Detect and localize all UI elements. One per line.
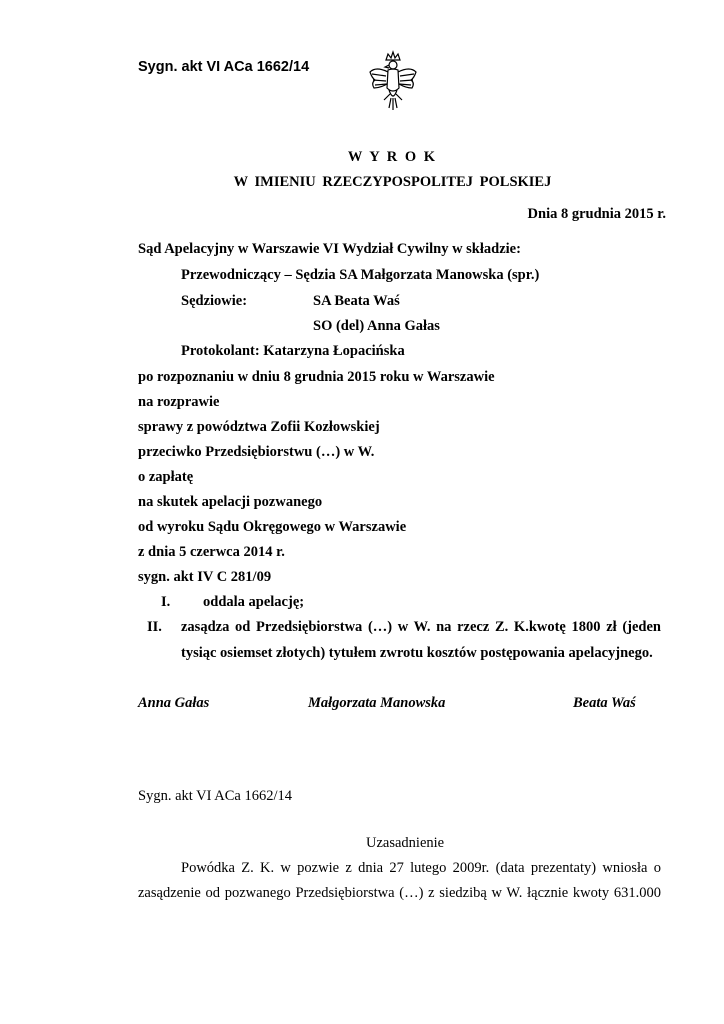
justification-heading: Uzasadnienie [366, 835, 445, 851]
judge-1: SA Beata Waś [313, 293, 400, 309]
justification-line-1: Powódka Z. K. w pozwie z dnia 27 lutego 2009r. (data prezentaty) wniosła o [181, 860, 661, 876]
court-clerk: Protokolant: Katarzyna Łopacińska [181, 343, 405, 359]
justification-case-number: Sygn. akt VI ACa 1662/14 [138, 788, 292, 804]
judgment-subtitle: W IMIENIU RZECZYPOSPOLITEJ POLSKIEJ [233, 174, 552, 190]
judges-label: Sędziowie: [181, 293, 248, 309]
case-line: z dnia 5 czerwca 2014 r. [138, 544, 285, 560]
case-line: o zapłatę [138, 469, 194, 485]
justification-line-2: zasądzenie od pozwanego Przedsiębiorstwa (…) z siedzibą w W. łącznie kwoty 631.000 [138, 885, 661, 901]
case-line: po rozpoznaniu w dniu 8 grudnia 2015 roku w Warszawie [138, 369, 495, 385]
polish-eagle-emblem-icon [366, 50, 420, 112]
ruling-2-line-1: zasądza od Przedsiębiorstwa (…) w W. na rzecz Z. K.kwotę 1800 zł (jeden [181, 619, 661, 635]
judgment-date: Dnia 8 grudnia 2015 r. [527, 206, 666, 222]
court-intro: Sąd Apelacyjny w Warszawie VI Wydział Cywilny w składzie: [138, 241, 521, 257]
presiding-judge: Przewodniczący – Sędzia SA Małgorzata Manowska (spr.) [181, 267, 540, 283]
signature-beata-was: Beata Waś [573, 695, 636, 711]
ruling-1-text: oddala apelację; [203, 594, 305, 610]
case-line: na rozprawie [138, 394, 220, 410]
case-line: przeciwko Przedsiębiorstwu (…) w W. [138, 444, 375, 460]
ruling-2-number: II. [147, 619, 162, 635]
judgment-title: W Y R O K [347, 149, 438, 165]
ruling-2-line-2: tysiąc osiemset złotych) tytułem zwrotu kosztów postępowania apelacyjnego. [181, 645, 653, 661]
case-line: na skutek apelacji pozwanego [138, 494, 323, 510]
ruling-1-number: I. [161, 594, 171, 610]
signature-anna-galas: Anna Gałas [138, 695, 210, 711]
judge-2: SO (del) Anna Gałas [313, 318, 440, 334]
case-line: od wyroku Sądu Okręgowego w Warszawie [138, 519, 407, 535]
case-number-header: Sygn. akt VI ACa 1662/14 [138, 59, 310, 75]
signature-malgorzata-manowska: Małgorzata Manowska [308, 695, 446, 711]
case-line: sprawy z powództwa Zofii Kozłowskiej [138, 419, 380, 435]
case-line: sygn. akt IV C 281/09 [138, 569, 272, 585]
